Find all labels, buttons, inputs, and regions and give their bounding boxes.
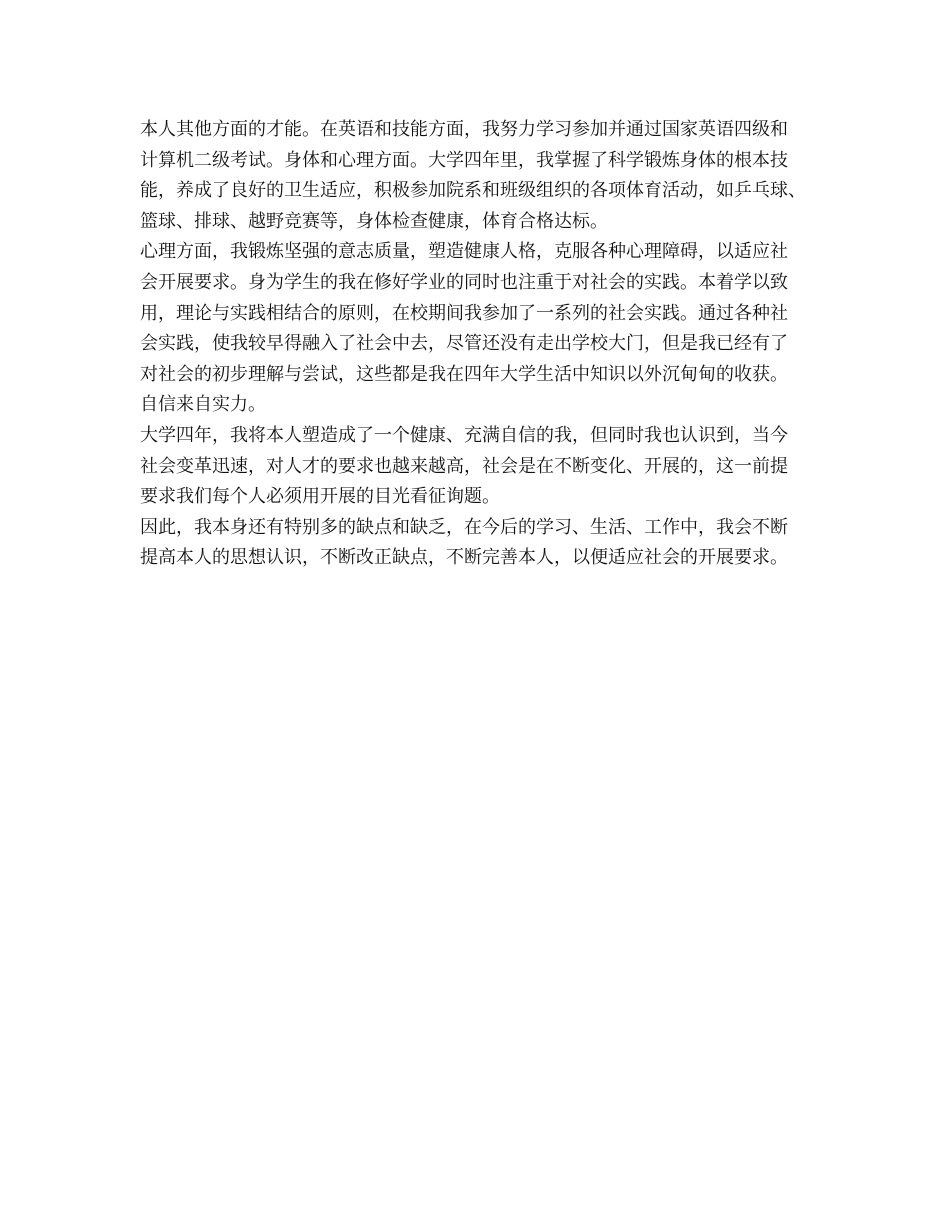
text-line: 提高本人的思想认识，不断改正缺点，不断完善本人，以便适应社会的开展要求。 [140, 547, 788, 569]
text-line: 计算机二级考试。身体和心理方面。大学四年里，我掌握了科学锻炼身体的根本技 [140, 149, 788, 171]
text-line: 用，理论与实践相结合的原则，在校期间我参加了一系列的社会实践。通过各种社 [140, 302, 788, 324]
text-line: 社会变革迅速，对人才的要求也越来越高，社会是在不断变化、开展的，这一前提 [140, 455, 788, 477]
text-line: 大学四年，我将本人塑造成了一个健康、充满自信的我，但同时我也认识到，当今 [140, 424, 788, 446]
text-line: 篮球、排球、越野竞赛等，身体检查健康，体育合格达标。 [140, 210, 608, 232]
text-line: 本人其他方面的才能。在英语和技能方面，我努力学习参加并通过国家英语四级和 [140, 119, 788, 140]
text-line: 因此，我本身还有特别多的缺点和缺乏，在今后的学习、生活、工作中，我会不断 [140, 516, 788, 538]
text-line: 心理方面，我锻炼坚强的意志质量，塑造健康人格，克服各种心理障碍，以适应社 [140, 241, 788, 263]
text-line: 会开展要求。身为学生的我在修好学业的同时也注重于对社会的实践。本着学以致 [140, 271, 788, 293]
text-line: 能，养成了良好的卫生适应，积极参加院系和班级组织的各项体育活动，如乒乓球、 [140, 180, 806, 202]
body-text [140, 115, 840, 574]
text-line: 会实践，使我较早得融入了社会中去，尽管还没有走出学校大门，但是我已经有了 [140, 333, 788, 355]
text-line: 要求我们每个人必须用开展的目光看征询题。 [140, 486, 500, 508]
text-line: 对社会的初步理解与尝试，这些都是我在四年大学生活中知识以外沉甸甸的收获。 [140, 363, 788, 385]
text-line: 自信来自实力。 [140, 394, 266, 416]
